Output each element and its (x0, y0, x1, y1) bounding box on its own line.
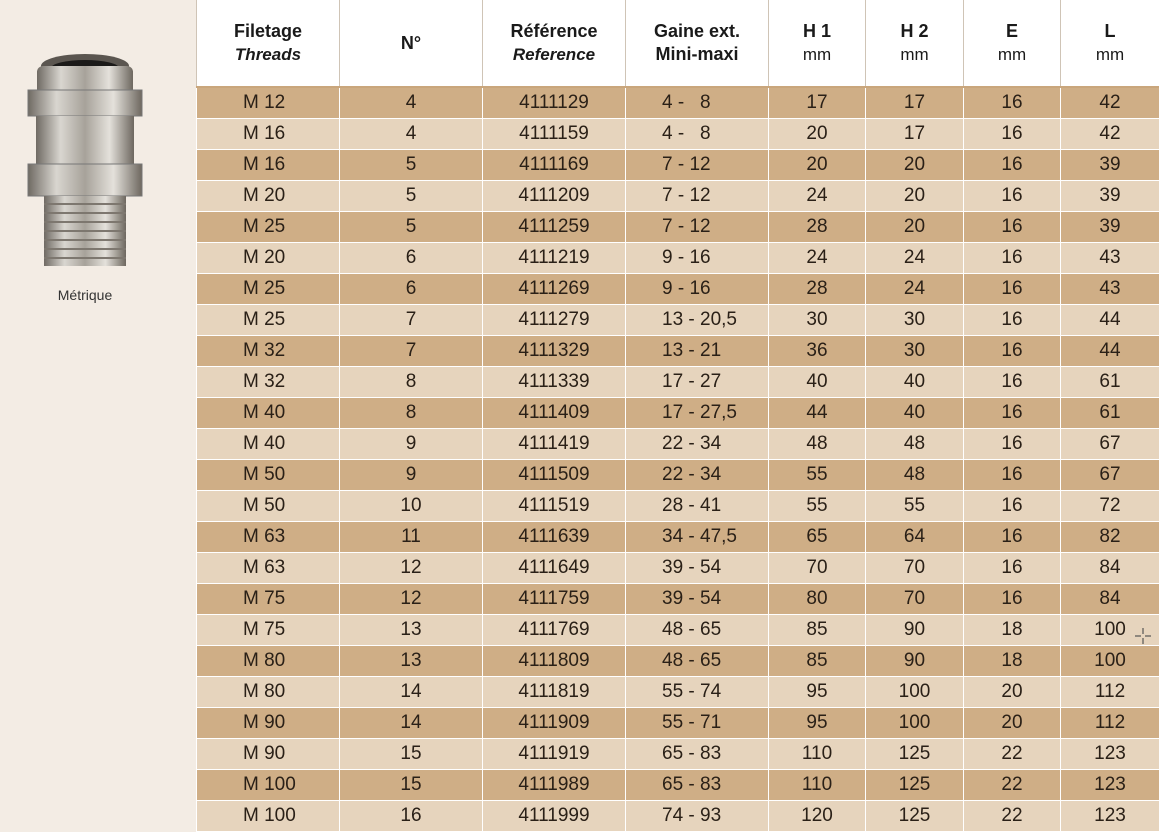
table-cell: 16 (964, 274, 1061, 305)
table-cell: 44 (1061, 305, 1159, 336)
table-cell: 4111989 (483, 770, 626, 801)
table-row (197, 429, 1159, 460)
table-cell: M 75 (197, 615, 340, 646)
table-cell: 6 (340, 243, 483, 274)
table-cell: 28 (769, 212, 866, 243)
table-cell: 48 - 65 (626, 615, 769, 646)
table-cell: 6 (340, 274, 483, 305)
table-cell: 16 (964, 87, 1061, 119)
table-cell: M 90 (197, 739, 340, 770)
table-cell: M 25 (197, 274, 340, 305)
table-cell: M 63 (197, 522, 340, 553)
table-row (197, 801, 1159, 832)
table-cell: 16 (340, 801, 483, 832)
table-cell: 123 (1061, 801, 1159, 832)
table-cell: 4111269 (483, 274, 626, 305)
table-cell: M 20 (197, 243, 340, 274)
table-cell: 42 (1061, 119, 1159, 150)
table-cell: 9 (340, 429, 483, 460)
column-header-subtitle: mm (769, 43, 865, 66)
table-cell: 13 (340, 646, 483, 677)
table-cell: 17 - 27,5 (626, 398, 769, 429)
table-cell: M 40 (197, 429, 340, 460)
table-cell: M 100 (197, 801, 340, 832)
table-cell: 4111219 (483, 243, 626, 274)
table-row (197, 491, 1159, 522)
table-cell: 4111129 (483, 87, 626, 119)
table-cell: 4111509 (483, 460, 626, 491)
table-cell: M 32 (197, 336, 340, 367)
table-row (197, 87, 1159, 119)
table-cell: 65 - 83 (626, 770, 769, 801)
table-cell: 82 (1061, 522, 1159, 553)
table-cell: 17 (769, 87, 866, 119)
column-header (197, 0, 340, 87)
table-cell: 4111169 (483, 150, 626, 181)
table-cell: 4111339 (483, 367, 626, 398)
table-cell: 22 - 34 (626, 429, 769, 460)
table-cell: 64 (866, 522, 964, 553)
table-row (197, 646, 1159, 677)
table-row (197, 367, 1159, 398)
table-cell: 15 (340, 770, 483, 801)
table-cell: 15 (340, 739, 483, 770)
table-cell: 84 (1061, 553, 1159, 584)
table-cell: 39 - 54 (626, 584, 769, 615)
table-cell: 7 - 12 (626, 212, 769, 243)
table-cell: 40 (866, 367, 964, 398)
table-cell: 39 (1061, 212, 1159, 243)
table-cell: 16 (964, 522, 1061, 553)
table-cell: 18 (964, 646, 1061, 677)
table-row (197, 398, 1159, 429)
table-cell: 14 (340, 677, 483, 708)
table-cell: 65 - 83 (626, 739, 769, 770)
column-header-subtitle: mm (1061, 43, 1159, 66)
table-cell: 30 (866, 336, 964, 367)
table-cell: 55 (866, 491, 964, 522)
table-row (197, 212, 1159, 243)
table-cell: 39 (1061, 150, 1159, 181)
table-cell: 95 (769, 677, 866, 708)
column-header-title: H 2 (866, 20, 963, 43)
table-cell: 20 (866, 181, 964, 212)
column-header-title: H 1 (769, 20, 865, 43)
table-cell: 42 (1061, 87, 1159, 119)
table-row (197, 460, 1159, 491)
table-cell: 90 (866, 646, 964, 677)
table-cell: 20 (866, 212, 964, 243)
table-cell: 34 - 47,5 (626, 522, 769, 553)
table-cell: 4111639 (483, 522, 626, 553)
table-cell: 72 (1061, 491, 1159, 522)
table-cell: 28 (769, 274, 866, 305)
table-body (197, 87, 1159, 832)
table-cell: 16 (964, 150, 1061, 181)
table-cell: M 90 (197, 708, 340, 739)
table-cell: 40 (769, 367, 866, 398)
table-cell: 13 (340, 615, 483, 646)
table-cell: 20 (964, 708, 1061, 739)
table-cell: 20 (769, 150, 866, 181)
table-cell: 22 (964, 739, 1061, 770)
table-cell: 24 (769, 243, 866, 274)
table-cell: M 32 (197, 367, 340, 398)
table-cell: 39 (1061, 181, 1159, 212)
table-cell: 16 (964, 119, 1061, 150)
table-cell: 70 (866, 553, 964, 584)
table-cell: M 50 (197, 491, 340, 522)
table-cell: 4111999 (483, 801, 626, 832)
table-cell: 48 - 65 (626, 646, 769, 677)
table-cell: 44 (1061, 336, 1159, 367)
table-cell: 120 (769, 801, 866, 832)
table-cell: 125 (866, 770, 964, 801)
table-cell: 4111919 (483, 739, 626, 770)
table-cell: 16 (964, 305, 1061, 336)
table-cell: 65 (769, 522, 866, 553)
column-header (964, 0, 1061, 87)
table-cell: 9 - 16 (626, 274, 769, 305)
table-cell: 11 (340, 522, 483, 553)
table-cell: 4111519 (483, 491, 626, 522)
table-cell: 17 (866, 87, 964, 119)
table-cell: 4111649 (483, 553, 626, 584)
table-cell: 16 (964, 584, 1061, 615)
table-cell: 10 (340, 491, 483, 522)
table-cell: 48 (769, 429, 866, 460)
table-cell: 22 (964, 801, 1061, 832)
column-header-title: Filetage (197, 20, 339, 43)
table-row (197, 553, 1159, 584)
column-header (1061, 0, 1159, 87)
table-cell: 44 (769, 398, 866, 429)
table-cell: 16 (964, 553, 1061, 584)
table-cell: 100 (866, 677, 964, 708)
product-panel (0, 0, 196, 829)
table-row (197, 770, 1159, 801)
table-cell: 40 (866, 398, 964, 429)
table-cell: 24 (866, 274, 964, 305)
table-cell: 4111419 (483, 429, 626, 460)
table-cell: 4111279 (483, 305, 626, 336)
table-cell: 55 (769, 460, 866, 491)
table-row (197, 708, 1159, 739)
table-cell: M 100 (197, 770, 340, 801)
table-cell: 4111329 (483, 336, 626, 367)
table-row (197, 584, 1159, 615)
table-cell: 43 (1061, 243, 1159, 274)
table-cell: 7 - 12 (626, 150, 769, 181)
table-cell: 4111409 (483, 398, 626, 429)
table-cell: 12 (340, 553, 483, 584)
table-cell: 112 (1061, 708, 1159, 739)
table-cell: 61 (1061, 367, 1159, 398)
table-cell: 16 (964, 336, 1061, 367)
table-cell: M 25 (197, 305, 340, 336)
table-cell: M 12 (197, 87, 340, 119)
table-cell: 13 - 20,5 (626, 305, 769, 336)
table-cell: 125 (866, 739, 964, 770)
table-cell: 20 (769, 119, 866, 150)
table-cell: 70 (769, 553, 866, 584)
table-cell: 74 - 93 (626, 801, 769, 832)
table-cell: 18 (964, 615, 1061, 646)
column-header (626, 0, 769, 87)
table-cell: M 80 (197, 646, 340, 677)
table-cell: 7 - 12 (626, 181, 769, 212)
table-cell: 100 (866, 708, 964, 739)
table-cell: 67 (1061, 460, 1159, 491)
table-row (197, 150, 1159, 181)
table-cell: 12 (340, 584, 483, 615)
table-cell: 16 (964, 491, 1061, 522)
table-cell: 36 (769, 336, 866, 367)
spec-table (196, 0, 1159, 832)
column-header (340, 0, 483, 87)
table-cell: 95 (769, 708, 866, 739)
column-header-title: Référence (483, 20, 625, 43)
column-header-title: N° (340, 32, 482, 55)
table-cell: 4111769 (483, 615, 626, 646)
table-cell: 16 (964, 243, 1061, 274)
table-cell: 4111759 (483, 584, 626, 615)
table-cell: 16 (964, 429, 1061, 460)
table-row (197, 615, 1159, 646)
table-cell: 70 (866, 584, 964, 615)
table-row (197, 677, 1159, 708)
table-cell: 16 (964, 181, 1061, 212)
table-cell: M 16 (197, 119, 340, 150)
table-cell: 24 (769, 181, 866, 212)
table-cell: 4 (340, 87, 483, 119)
table-cell: 4 - 8 (626, 87, 769, 119)
table-cell: 90 (866, 615, 964, 646)
table-cell: 4111819 (483, 677, 626, 708)
table-cell: 84 (1061, 584, 1159, 615)
table-cell: 20 (866, 150, 964, 181)
table-cell: 100 (1061, 646, 1159, 677)
table-cell: 110 (769, 739, 866, 770)
table-row (197, 522, 1159, 553)
table-cell: 16 (964, 212, 1061, 243)
table-header-row (197, 0, 1159, 87)
table-cell: 55 - 74 (626, 677, 769, 708)
table-cell: 22 (964, 770, 1061, 801)
table-cell: 4111809 (483, 646, 626, 677)
table-cell: M 75 (197, 584, 340, 615)
column-header (483, 0, 626, 87)
column-header-title: Gaine ext. (626, 20, 768, 43)
product-caption: Métrique (0, 287, 170, 303)
table-cell: 7 (340, 305, 483, 336)
table-row (197, 243, 1159, 274)
table-cell: M 20 (197, 181, 340, 212)
column-header-subtitle: Reference (483, 43, 625, 66)
table-cell: 123 (1061, 770, 1159, 801)
table-cell: 22 - 34 (626, 460, 769, 491)
table-row (197, 274, 1159, 305)
table-cell: M 25 (197, 212, 340, 243)
table-cell: 7 (340, 336, 483, 367)
table-cell: 85 (769, 646, 866, 677)
table-cell: 43 (1061, 274, 1159, 305)
table-cell: 4111159 (483, 119, 626, 150)
table-cell: 16 (964, 367, 1061, 398)
table-cell: 67 (1061, 429, 1159, 460)
table-cell: 61 (1061, 398, 1159, 429)
table-cell: 17 - 27 (626, 367, 769, 398)
column-header-title: L (1061, 20, 1159, 43)
table-row (197, 305, 1159, 336)
table-cell: 8 (340, 398, 483, 429)
table-cell: 80 (769, 584, 866, 615)
table-cell: 13 - 21 (626, 336, 769, 367)
table-cell: 110 (769, 770, 866, 801)
column-header (769, 0, 866, 87)
table-cell: 14 (340, 708, 483, 739)
table-cell: 24 (866, 243, 964, 274)
table-cell: 5 (340, 181, 483, 212)
table-cell: M 16 (197, 150, 340, 181)
column-header-subtitle: mm (866, 43, 963, 66)
table-cell: 4 (340, 119, 483, 150)
table-cell: 9 (340, 460, 483, 491)
table-cell: 20 (964, 677, 1061, 708)
table-cell: 5 (340, 150, 483, 181)
table-row (197, 739, 1159, 770)
table-cell: 4111909 (483, 708, 626, 739)
table-cell: M 50 (197, 460, 340, 491)
table-cell: 4111259 (483, 212, 626, 243)
table-cell: 48 (866, 460, 964, 491)
table-cell: M 80 (197, 677, 340, 708)
table-row (197, 181, 1159, 212)
column-header-subtitle: Threads (197, 43, 339, 66)
column-header-title: E (964, 20, 1060, 43)
column-header-subtitle: Mini-maxi (626, 43, 768, 66)
spec-table-container (196, 0, 1159, 832)
table-cell: 9 - 16 (626, 243, 769, 274)
table-cell: M 63 (197, 553, 340, 584)
table-cell: M 40 (197, 398, 340, 429)
metric-cable-gland-icon (22, 52, 148, 279)
table-cell: 112 (1061, 677, 1159, 708)
table-cell: 85 (769, 615, 866, 646)
column-header (866, 0, 964, 87)
table-cell: 5 (340, 212, 483, 243)
table-cell: 125 (866, 801, 964, 832)
table-cell: 17 (866, 119, 964, 150)
table-cell: 55 - 71 (626, 708, 769, 739)
table-cell: 16 (964, 398, 1061, 429)
table-cell: 4111209 (483, 181, 626, 212)
table-cell: 16 (964, 460, 1061, 491)
table-cell: 48 (866, 429, 964, 460)
table-row (197, 336, 1159, 367)
table-cell: 55 (769, 491, 866, 522)
table-cell: 100 (1061, 615, 1159, 646)
table-cell: 123 (1061, 739, 1159, 770)
table-row (197, 119, 1159, 150)
table-cell: 4 - 8 (626, 119, 769, 150)
table-cell: 8 (340, 367, 483, 398)
table-cell: 30 (866, 305, 964, 336)
column-header-subtitle: mm (964, 43, 1060, 66)
crosshair-cursor-icon (1134, 627, 1152, 650)
table-cell: 39 - 54 (626, 553, 769, 584)
table-cell: 28 - 41 (626, 491, 769, 522)
table-cell: 30 (769, 305, 866, 336)
